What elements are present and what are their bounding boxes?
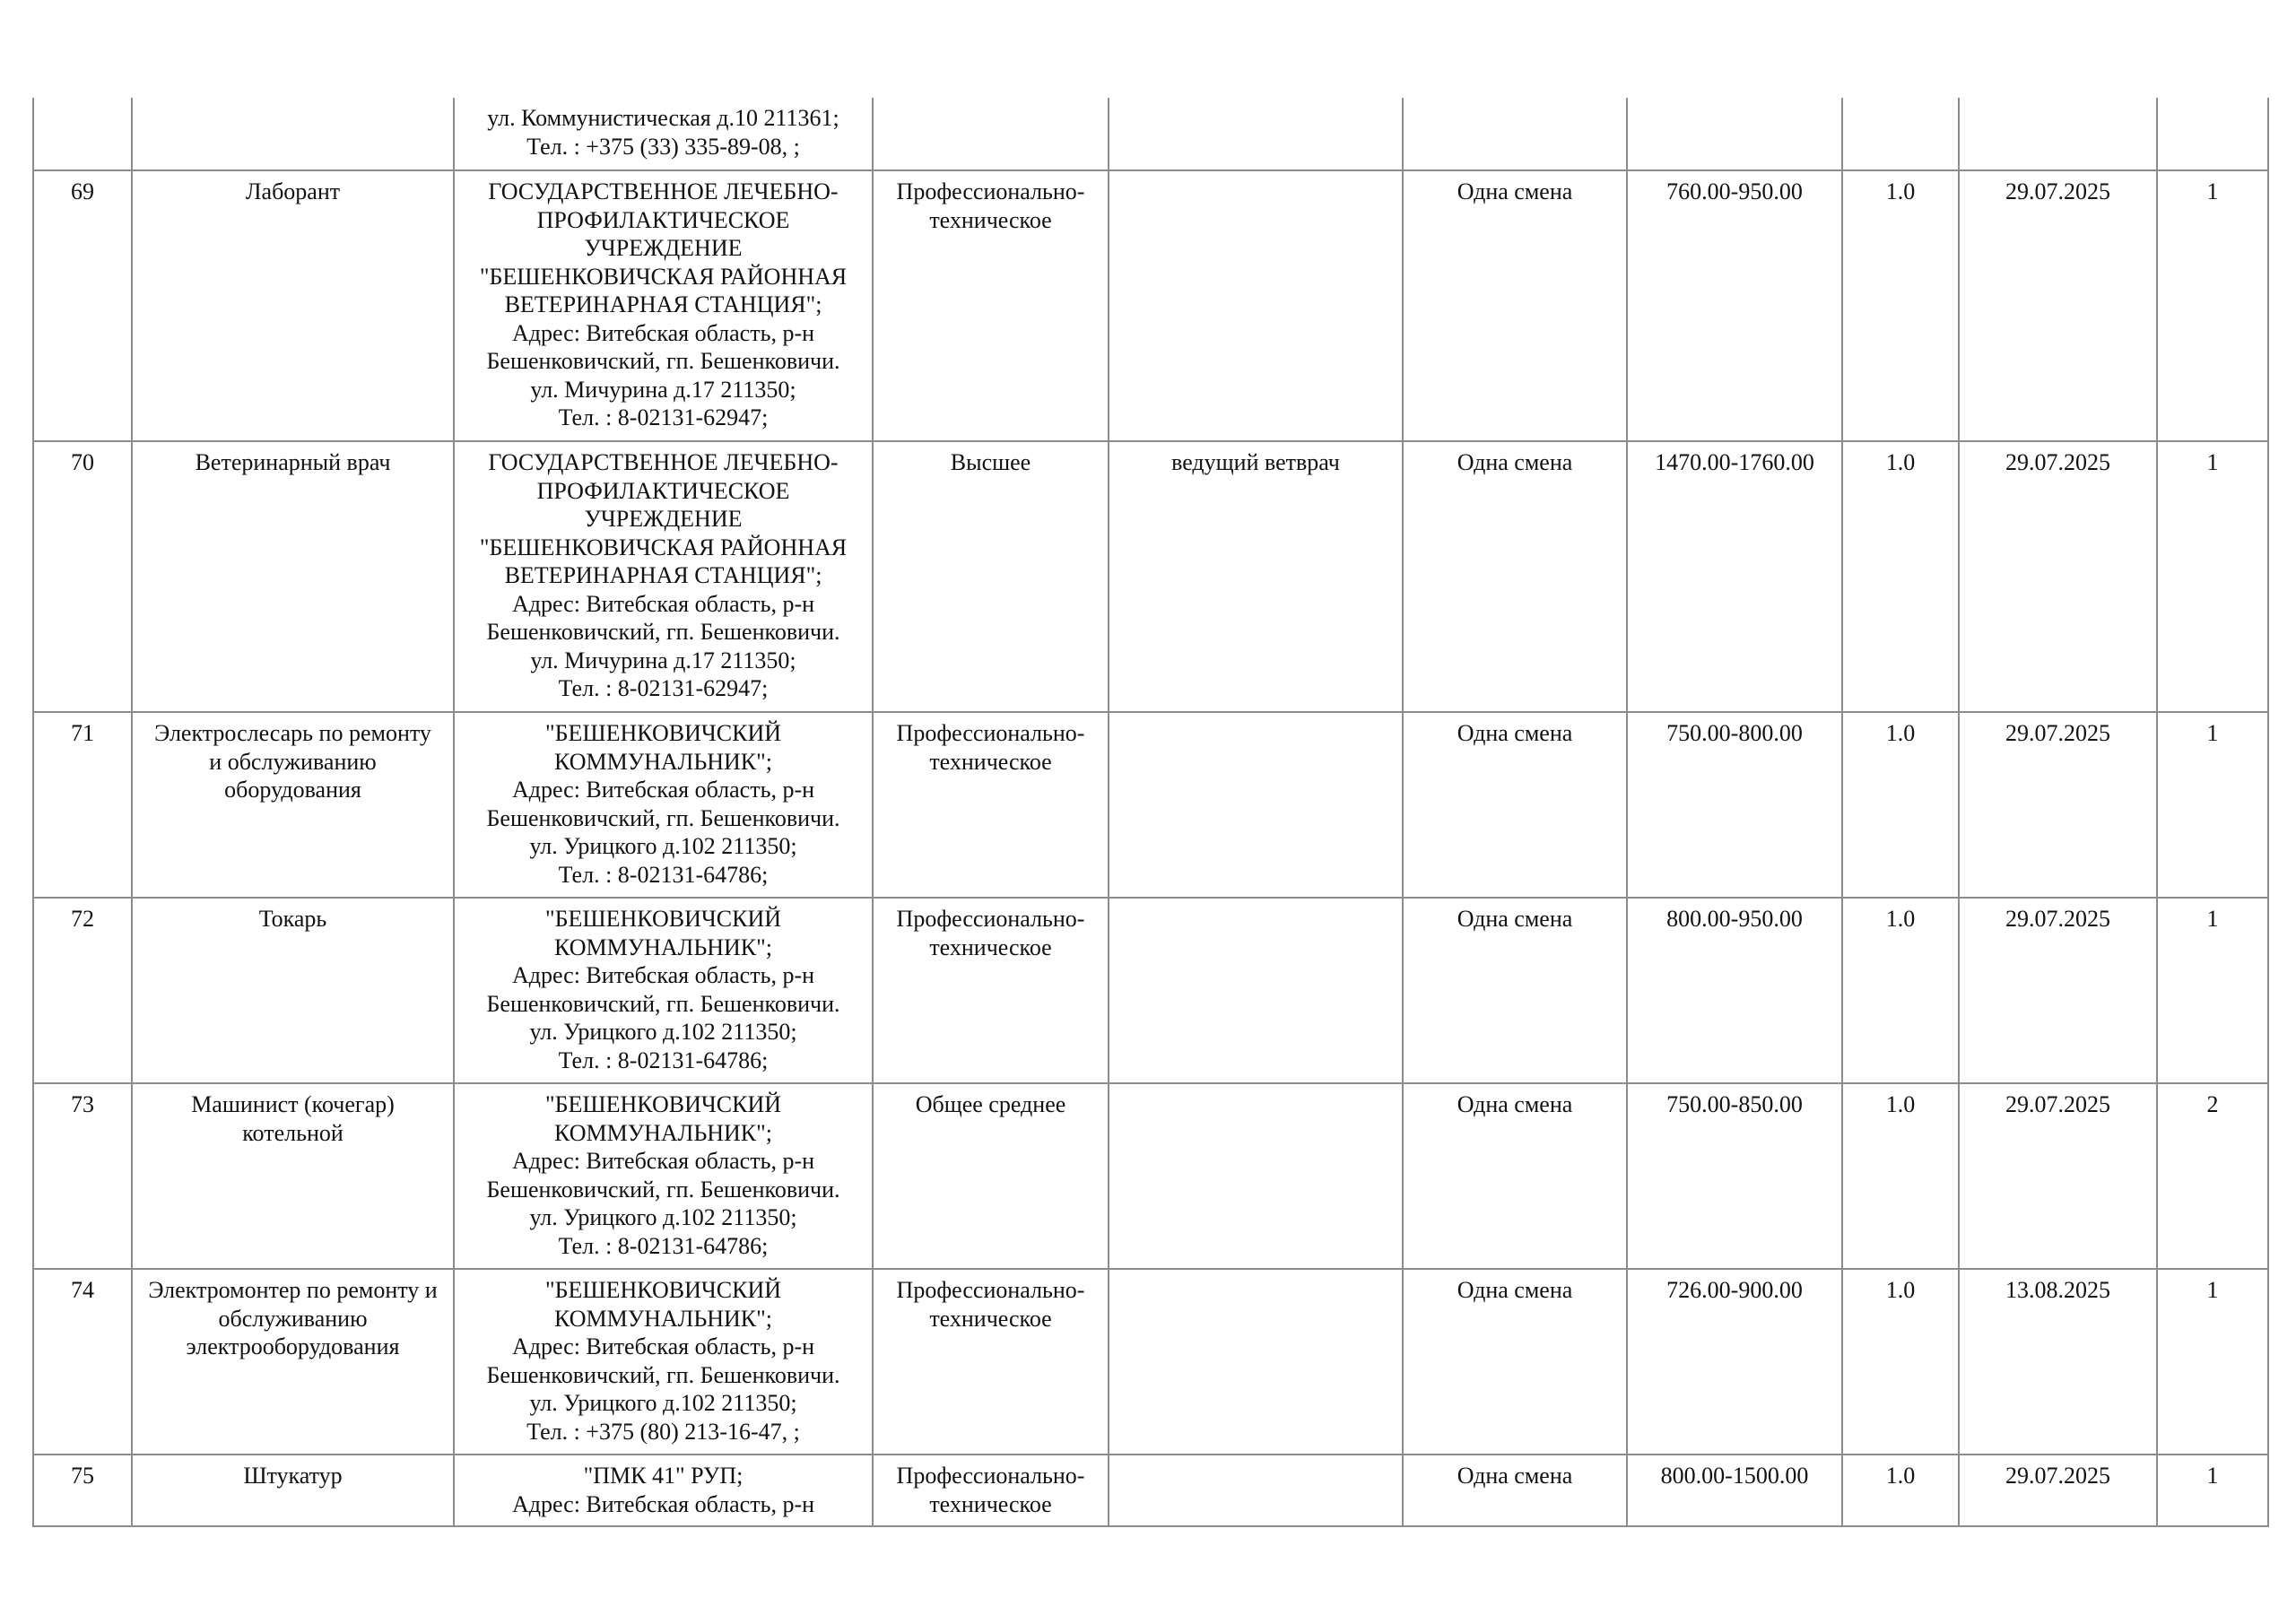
cell-qualification (1109, 1269, 1403, 1455)
schedule-line: Одна смена (1457, 1091, 1573, 1117)
cell-salary (1627, 98, 1842, 170)
cell-profession (132, 898, 454, 1083)
profession-line: Электромонтер по ремонту и (148, 1277, 438, 1303)
employer-line: ул. Урицкого д.102 211350; (529, 1204, 797, 1230)
cell-schedule (1403, 712, 1627, 898)
schedule-line: Одна смена (1457, 449, 1573, 475)
cell-qualification (1109, 898, 1403, 1083)
employer-line: "БЕШЕНКОВИЧСКИЙ (544, 720, 782, 746)
cell-schedule (1403, 98, 1627, 170)
employer-line: ГОСУДАРСТВЕННОЕ ЛЕЧЕБНО- (488, 178, 839, 204)
cell-num: 71 (33, 712, 132, 898)
cell-num: 74 (33, 1269, 132, 1455)
cell-employer (454, 170, 873, 441)
cell-education (873, 170, 1109, 441)
table-body (33, 98, 2268, 1526)
education-line: Общее среднее (915, 1091, 1066, 1117)
cell-count: 1 (2157, 1455, 2268, 1526)
cell-education (873, 1455, 1109, 1526)
employer-line: ГОСУДАРСТВЕННОЕ ЛЕЧЕБНО- (488, 449, 839, 475)
cell-date: 13.08.2025 (1959, 1269, 2157, 1455)
employer-line: Бешенковичский, гп. Бешенковичи. (486, 804, 840, 831)
employer-line: КОММУНАЛЬНИК"; (554, 1119, 772, 1146)
cell-profession (132, 1269, 454, 1455)
education-line: техническое (929, 748, 1052, 775)
employer-line: Адрес: Витебская область, р-н (511, 777, 815, 803)
cell-schedule (1403, 170, 1627, 441)
schedule-line: Одна смена (1457, 1277, 1573, 1303)
cell-schedule (1403, 441, 1627, 712)
cell-num: 73 (33, 1083, 132, 1269)
cell-profession (132, 1083, 454, 1269)
cell-count: 1 (2157, 712, 2268, 898)
education-line: Профессионально- (896, 178, 1085, 204)
employer-line: УЧРЕЖДЕНИЕ (584, 235, 743, 261)
cell-employer (454, 1269, 873, 1455)
employer-line: Адрес: Витебская область, р-н (511, 1490, 815, 1517)
cell-profession (132, 98, 454, 170)
cell-schedule (1403, 1455, 1627, 1526)
cell-employer (454, 712, 873, 898)
profession-line: обслуживанию (218, 1305, 368, 1332)
employer-line: Тел. : 8-02131-62947; (558, 404, 769, 430)
education-line: Профессионально- (896, 720, 1085, 746)
cell-date (1959, 98, 2157, 170)
table-row (33, 1269, 2268, 1455)
cell-count: 1 (2157, 898, 2268, 1083)
cell-education (873, 1269, 1109, 1455)
table-row (33, 1083, 2268, 1269)
table-row (33, 170, 2268, 441)
cell-count: 1 (2157, 441, 2268, 712)
schedule-line: Одна смена (1457, 178, 1573, 204)
cell-education (873, 898, 1109, 1083)
cell-num: 70 (33, 441, 132, 712)
education-line: Профессионально- (896, 1277, 1085, 1303)
employer-line: ул. Урицкого д.102 211350; (529, 1019, 797, 1045)
cell-employer (454, 898, 873, 1083)
cell-rate: 1.0 (1842, 712, 1959, 898)
cell-qualification (1109, 98, 1403, 170)
cell-num: 69 (33, 170, 132, 441)
employer-line: ПРОФИЛАКТИЧЕСКОЕ (536, 206, 790, 233)
continuation-row (33, 98, 2268, 170)
profession-line: электрооборудования (186, 1333, 400, 1359)
cell-count: 1 (2157, 170, 2268, 441)
cell-num: 72 (33, 898, 132, 1083)
cell-salary: 1470.00-1760.00 (1627, 441, 1842, 712)
employer-line: Адрес: Витебская область, р-н (511, 319, 815, 346)
education-line: Высшее (950, 449, 1031, 475)
employer-line: "БЕШЕНКОВИЧСКАЯ РАЙОННАЯ (479, 534, 848, 560)
employer-line: ул. Мичурина д.17 211350; (530, 376, 796, 403)
profession-line: оборудования (224, 777, 361, 803)
employer-line: КОММУНАЛЬНИК"; (554, 934, 772, 960)
employer-line: ул. Мичурина д.17 211350; (530, 647, 796, 673)
cell-date: 29.07.2025 (1959, 712, 2157, 898)
employer-line: УЧРЕЖДЕНИЕ (584, 506, 743, 532)
table-row (33, 712, 2268, 898)
cell-profession (132, 441, 454, 712)
cell-num: 75 (33, 1455, 132, 1526)
cell-date: 29.07.2025 (1959, 898, 2157, 1083)
profession-line: Электрослесарь по ремонту (154, 720, 431, 746)
table-row (33, 441, 2268, 712)
schedule-line: Одна смена (1457, 720, 1573, 746)
profession-line: Лаборант (245, 178, 341, 204)
cell-qualification (1109, 170, 1403, 441)
cell-rate: 1.0 (1842, 1269, 1959, 1455)
cell-salary: 750.00-850.00 (1627, 1083, 1842, 1269)
education-line: техническое (929, 206, 1052, 233)
employer-line: Адрес: Витебская область, р-н (511, 590, 815, 617)
cell-rate: 1.0 (1842, 898, 1959, 1083)
cell-qualification (1109, 1455, 1403, 1526)
cell-education (873, 712, 1109, 898)
cell-education (873, 1083, 1109, 1269)
employer-line: Тел. : 8-02131-64786; (558, 1046, 769, 1073)
schedule-line: Одна смена (1457, 906, 1573, 932)
cell-salary: 750.00-800.00 (1627, 712, 1842, 898)
cell-education (873, 98, 1109, 170)
employer-line: КОММУНАЛЬНИК"; (554, 1305, 772, 1332)
profession-line: Машинист (кочегар) (191, 1091, 395, 1117)
cell-rate: 1.0 (1842, 1083, 1959, 1269)
education-line: Профессионально- (896, 1463, 1085, 1489)
cell-rate (1842, 98, 1959, 170)
employer-line: "БЕШЕНКОВИЧСКИЙ (544, 1091, 782, 1117)
cell-schedule (1403, 898, 1627, 1083)
employer-line: КОММУНАЛЬНИК"; (554, 748, 772, 775)
employer-line: ул. Урицкого д.102 211350; (529, 1390, 797, 1416)
employer-line: Тел. : +375 (33) 335-89-08, ; (526, 133, 800, 160)
employer-line: Адрес: Витебская область, р-н (511, 1333, 815, 1359)
schedule-line: Одна смена (1457, 1463, 1573, 1489)
employer-line: ул. Урицкого д.102 211350; (529, 833, 797, 859)
employer-line: Бешенковичский, гп. Бешенковичи. (486, 990, 840, 1017)
profession-line: Ветеринарный врач (195, 449, 391, 475)
employer-line: Бешенковичский, гп. Бешенковичи. (486, 1176, 840, 1203)
profession-line: Токарь (258, 906, 327, 932)
education-line: Профессионально- (896, 906, 1085, 932)
employer-line: ВЕТЕРИНАРНАЯ СТАНЦИЯ"; (504, 291, 822, 317)
table-row (33, 898, 2268, 1083)
employer-line: Адрес: Витебская область, р-н (511, 1148, 815, 1174)
cell-count (2157, 98, 2268, 170)
cell-employer (454, 441, 873, 712)
cell-education (873, 441, 1109, 712)
employer-line: "БЕШЕНКОВИЧСКИЙ (544, 906, 782, 932)
education-line: техническое (929, 1490, 1052, 1517)
employer-line: "БЕШЕНКОВИЧСКАЯ РАЙОННАЯ (479, 263, 848, 290)
cell-count: 2 (2157, 1083, 2268, 1269)
cell-employer (454, 98, 873, 170)
cell-employer (454, 1083, 873, 1269)
cell-qualification (1109, 441, 1403, 712)
cell-schedule (1403, 1269, 1627, 1455)
cell-profession (132, 1455, 454, 1526)
cell-date: 29.07.2025 (1959, 441, 2157, 712)
qualification-line: ведущий ветврач (1171, 449, 1340, 475)
employer-line: "ПМК 41" РУП; (583, 1463, 744, 1489)
cell-employer (454, 1455, 873, 1526)
cell-rate: 1.0 (1842, 1455, 1959, 1526)
employer-line: ул. Коммунистическая д.10 211361; (487, 105, 839, 131)
employer-line: Тел. : +375 (80) 213-16-47, ; (526, 1418, 800, 1445)
cell-salary: 726.00-900.00 (1627, 1269, 1842, 1455)
cell-profession (132, 712, 454, 898)
profession-line: Штукатур (243, 1463, 343, 1489)
table-row (33, 1455, 2268, 1526)
cell-salary: 800.00-950.00 (1627, 898, 1842, 1083)
vacancy-table (32, 98, 2269, 1527)
cell-salary: 760.00-950.00 (1627, 170, 1842, 441)
employer-line: Тел. : 8-02131-64786; (558, 1232, 769, 1259)
profession-line: и обслуживанию (209, 748, 377, 775)
cell-profession (132, 170, 454, 441)
employer-line: Бешенковичский, гп. Бешенковичи. (486, 1361, 840, 1388)
cell-count: 1 (2157, 1269, 2268, 1455)
employer-line: Адрес: Витебская область, р-н (511, 962, 815, 988)
cell-rate: 1.0 (1842, 170, 1959, 441)
cell-schedule (1403, 1083, 1627, 1269)
education-line: техническое (929, 1305, 1052, 1332)
cell-date: 29.07.2025 (1959, 1455, 2157, 1526)
cell-rate: 1.0 (1842, 441, 1959, 712)
education-line: техническое (929, 934, 1052, 960)
employer-line: Тел. : 8-02131-62947; (558, 675, 769, 701)
employer-line: ВЕТЕРИНАРНАЯ СТАНЦИЯ"; (504, 562, 822, 588)
cell-date: 29.07.2025 (1959, 1083, 2157, 1269)
cell-date: 29.07.2025 (1959, 170, 2157, 441)
cell-salary: 800.00-1500.00 (1627, 1455, 1842, 1526)
employer-line: ПРОФИЛАКТИЧЕСКОЕ (536, 477, 790, 504)
employer-line: Бешенковичский, гп. Бешенковичи. (486, 348, 840, 374)
employer-line: Тел. : 8-02131-64786; (558, 861, 769, 888)
employer-line: "БЕШЕНКОВИЧСКИЙ (544, 1277, 782, 1303)
cell-qualification (1109, 1083, 1403, 1269)
cell-num (33, 98, 132, 170)
employer-line: Бешенковичский, гп. Бешенковичи. (486, 619, 840, 645)
profession-line: котельной (242, 1119, 344, 1146)
cell-qualification (1109, 712, 1403, 898)
